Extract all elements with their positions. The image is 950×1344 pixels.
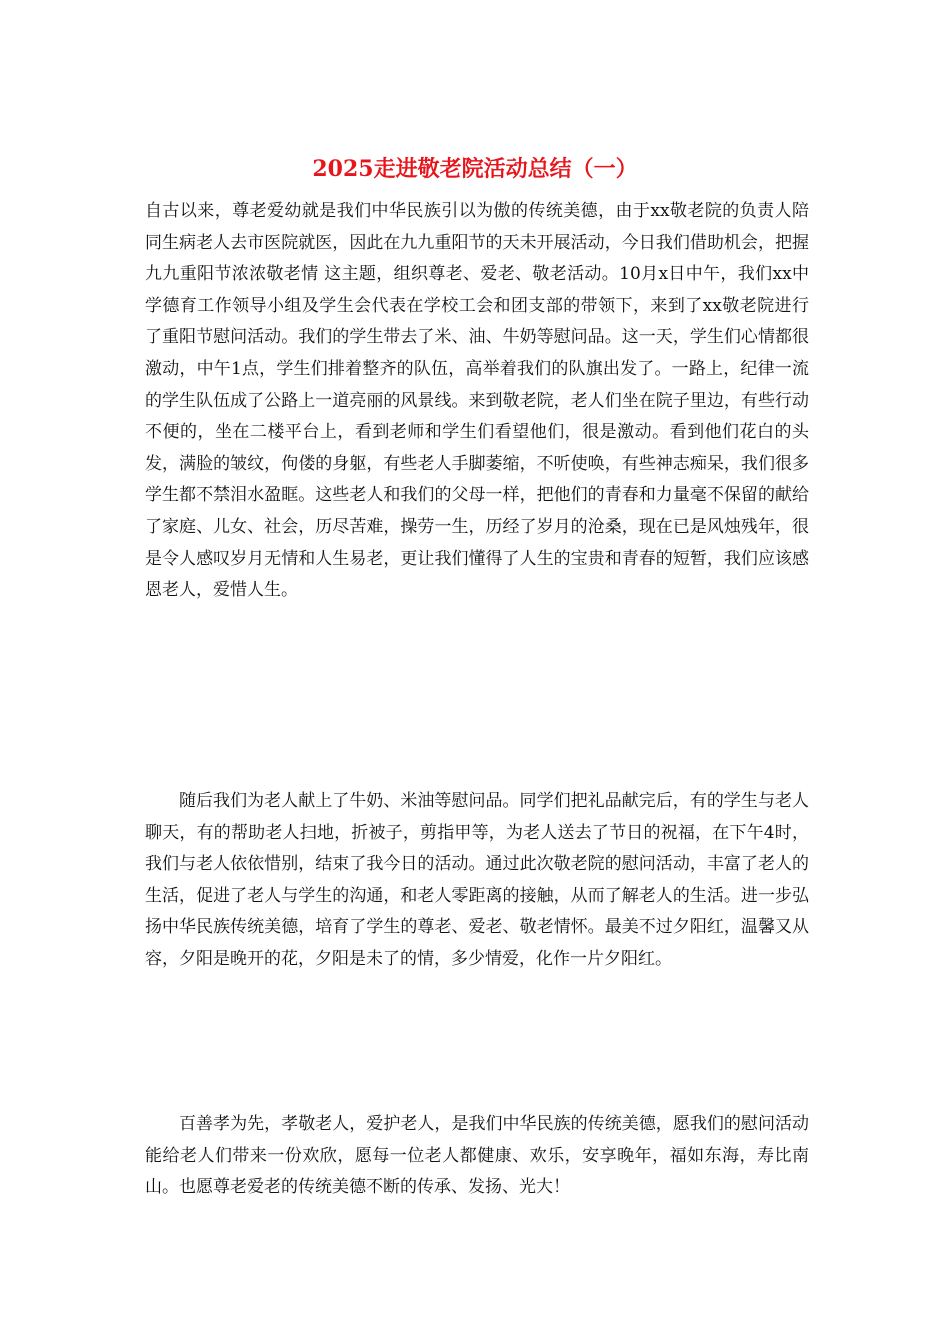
paragraph-activities: 随后我们为老人献上了牛奶、米油等慰问品。同学们把礼品献完后，有的学生与老人聊天，有的帮助老人扫地，折被子，剪指甲等，为老人送去了节日的祝福，在下午4时，我们与老人依依惜别，结束了我今日的活动。通过此次敬老院的慰问活动，丰富了老人的生活，促进了老人与学生的沟通，和老人零距离的接触，从而了解老人的生活。进一步弘扬中华民族传统美德，培育了学生的尊老、爱老、敬老情怀。最美不过夕阳红，温馨又从容，夕阳是晚开的花，夕阳是未了的情，多少情爱，化作一片夕阳红。: [145, 791, 809, 969]
document-title: 2025走进敬老院活动总结（一）: [312, 156, 638, 182]
paragraph-closing: 百善孝为先，孝敬老人，爱护老人，是我们中华民族的传统美德，愿我们的慰问活动能给老人们带来一份欢欣，愿每一位老人都健康、欢乐，安享晚年，福如东海，寿比南山。也愿尊老爱老的传统美德不断的传承、发扬、光大！: [145, 1114, 809, 1198]
paragraph-intro: 自古以来，尊老爱幼就是我们中华民族引以为傲的传统美德，由于xx敬老院的负责人陪同生病老人去市医院就医，因此在九九重阳节的天未开展活动，今日我们借助机会，把握 九九重阳节浓浓敬老情 这主题，组织尊老、爱老、敬老活动。10月x日中午，我们xx中学德育工作领导小组及学生会代表在学校工会和团支部的带领下，来到了xx敬老院进行了重阳节慰问活动。我们的学生带去了米、油、牛奶等慰问品。这一天，学生们心情都很激动，中午1点，学生们排着整齐的队伍，高举着我们的队旗出发了。一路上，纪律一流的学生队伍成了公路上一道亮丽的风景线。来到敬老院，老人们坐在院子里边，有些行动不便的，坐在二楼平台上，看到老师和学生们看望他们，很是激动。看到他们花白的头发，满脸的皱纹，佝偻的身躯，有些老人手脚萎缩，不听使唤，有些神志痴呆，我们很多学生都不禁泪水盈眶。这些老人和我们的父母一样，把他们的青春和力量毫不保留的献给了家庭、儿女、社会，历尽苦难，操劳一生，历经了岁月的沧桑，现在已是风烛残年，很是令人感叹岁月无情和人生易老，更让我们懂得了人生的宝贵和青春的短暂，我们应该感恩老人，爱惜人生。: [145, 201, 809, 601]
